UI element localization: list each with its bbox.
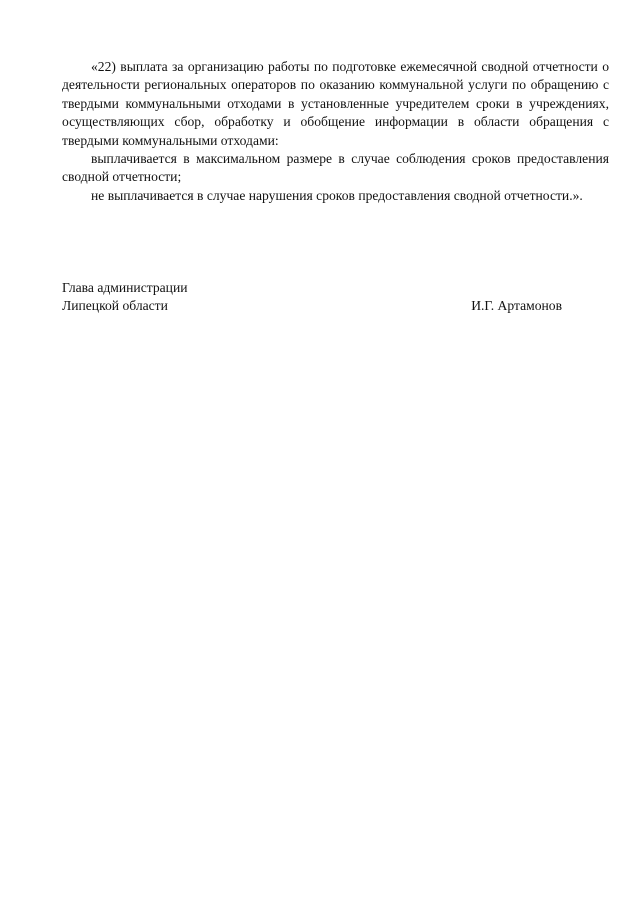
paragraph-clause-22: «22) выплата за организацию работы по подготовке ежемесячной сводной отчетности о деятельности региональных операторов по оказанию коммунальной услуги по обращению с твердыми коммунальными отходами в установленные учредителем сроки в учреждениях, осуществляющих сбор, обработку и обобщение информации в области обращения с твердыми коммунальными отходами: xyxy=(62,59,609,148)
signature-position-line2: Липецкой области xyxy=(62,298,168,314)
signature-position-line1: Глава администрации xyxy=(62,280,188,295)
paragraph-paid-condition: выплачивается в максимальном размере в случае соблюдения сроков предоставления сводной отчетности; xyxy=(62,151,609,185)
signature-position-row xyxy=(62,279,562,297)
signature-block xyxy=(62,279,562,316)
paragraph-not-paid-condition: не выплачивается в случае нарушения сроков предоставления сводной отчетности.». xyxy=(91,187,583,203)
signature-name-row xyxy=(62,297,562,315)
document-body xyxy=(62,58,609,205)
signatory-name: И.Г. Артамонов xyxy=(471,298,562,314)
